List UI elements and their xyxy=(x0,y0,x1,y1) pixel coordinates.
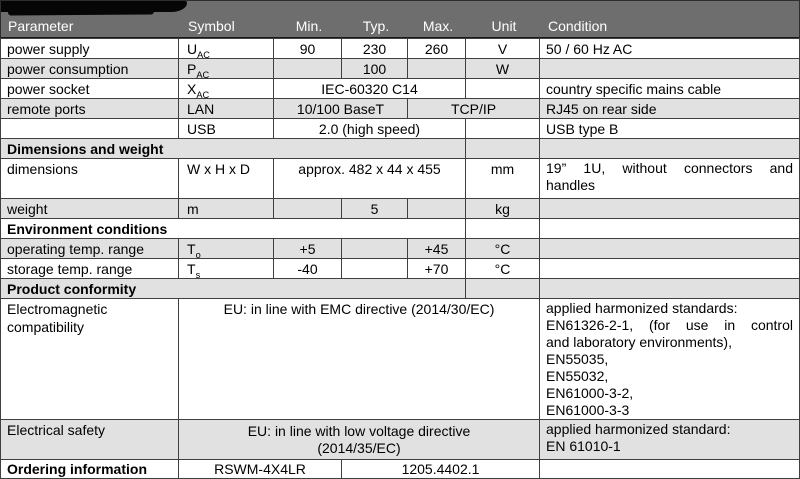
symbol-base: X xyxy=(187,80,197,97)
cell-value-merged: approx. 482 x 44 x 455 xyxy=(274,159,466,199)
cell-unit xyxy=(466,279,540,299)
cell-symbol xyxy=(179,239,274,259)
symbol-base: T xyxy=(187,260,196,277)
value-line: (2014/35/EC) xyxy=(317,439,401,456)
cell-param xyxy=(1,119,179,139)
cell-value-merged: IEC-60320 C14 xyxy=(274,79,466,99)
cell-unit: V xyxy=(466,39,540,59)
cell-typ: 100 xyxy=(342,59,408,79)
cell-unit xyxy=(466,139,540,159)
cell-value-merged xyxy=(179,420,540,460)
symbol-sub: s xyxy=(195,269,201,279)
table-header-band xyxy=(0,0,800,38)
symbol-base: U xyxy=(187,40,198,57)
cell-min: -40 xyxy=(274,259,342,279)
condition-line: EN 61010-1 xyxy=(546,438,621,454)
cell-param: Electromagnetic compatibility xyxy=(1,299,179,420)
cell-typ xyxy=(342,259,408,279)
cell-typ xyxy=(342,239,408,259)
col-header-unit: Unit xyxy=(491,17,517,34)
col-header-min: Min. xyxy=(295,17,323,34)
condition-line: EN61000-3-3 xyxy=(546,402,630,418)
cell-condition: 50 / 60 Hz AC xyxy=(540,39,800,59)
symbol-base: T xyxy=(187,240,196,257)
cell-min: 90 xyxy=(274,39,342,59)
cell-unit xyxy=(466,79,540,99)
cell-param: operating temp. range xyxy=(1,239,179,259)
section-title: Product conformity xyxy=(1,279,466,299)
condition-line: and laboratory environments), xyxy=(546,334,732,350)
spec-table xyxy=(0,38,800,479)
cell-order-code: RSWM-4X4LR xyxy=(179,460,342,479)
cell-typ: 5 xyxy=(342,199,408,219)
cell-condition: RJ45 on rear side xyxy=(540,99,800,119)
row-power-socket xyxy=(1,79,800,99)
cell-value-merged: EU: in line with EMC directive (2014/30/EC) xyxy=(179,299,540,420)
row-electrical-safety xyxy=(1,420,800,460)
col-header-typ: Typ. xyxy=(362,17,390,34)
cell-param: storage temp. range xyxy=(1,259,179,279)
condition-line: handles xyxy=(546,177,596,193)
column-header-row xyxy=(1,16,799,35)
symbol-sub: AC xyxy=(197,49,210,59)
row-ordering-information xyxy=(1,460,800,479)
cell-condition xyxy=(540,59,800,79)
cell-condition xyxy=(540,219,800,239)
cell-value-merged: 2.0 (high speed) xyxy=(274,119,466,139)
symbol-sub: AC xyxy=(196,89,210,99)
condition-line: EN55032, xyxy=(546,368,609,384)
cell-param: Electrical safety xyxy=(1,420,179,460)
cell-symbol: W x H x D xyxy=(179,159,274,199)
condition-line: applied harmonized standard: xyxy=(546,421,731,437)
cell-symbol xyxy=(179,59,274,79)
row-power-supply xyxy=(1,39,800,59)
cell-param: power consumption xyxy=(1,59,179,79)
redacted-title-blob xyxy=(1,1,187,12)
cell-symbol xyxy=(179,259,274,279)
cell-symbol: m xyxy=(179,199,274,219)
cell-symbol: LAN xyxy=(179,99,274,119)
cell-max: 260 xyxy=(408,39,466,59)
cell-value-min-typ: 10/100 BaseT xyxy=(274,99,408,119)
cell-typ: 230 xyxy=(342,39,408,59)
cell-min xyxy=(274,59,342,79)
cell-condition xyxy=(540,279,800,299)
cell-symbol xyxy=(179,39,274,59)
condition-line: EN61000-3-2, xyxy=(546,385,634,401)
cell-condition xyxy=(540,159,800,199)
cell-symbol: USB xyxy=(179,119,274,139)
cell-param: weight xyxy=(1,199,179,219)
cell-param: power supply xyxy=(1,39,179,59)
row-storage-temp-range xyxy=(1,259,800,279)
cell-symbol xyxy=(179,79,274,99)
cell-unit xyxy=(466,119,540,139)
cell-param: power socket xyxy=(1,79,179,99)
section-title: Dimensions and weight xyxy=(1,139,466,159)
cell-max: +45 xyxy=(408,239,466,259)
cell-unit: °C xyxy=(466,239,540,259)
row-power-consumption xyxy=(1,59,800,79)
row-operating-temp-range xyxy=(1,239,800,259)
cell-max xyxy=(408,59,466,79)
cell-order-number: 1205.4402.1 xyxy=(342,460,540,479)
symbol-base: P xyxy=(187,60,197,77)
cell-unit: mm xyxy=(466,159,540,199)
col-header-symbol: Symbol xyxy=(188,17,235,34)
cell-min xyxy=(274,199,342,219)
condition-line: applied harmonized standards: xyxy=(546,300,738,316)
cell-max xyxy=(408,199,466,219)
cell-unit: W xyxy=(466,59,540,79)
section-row-product-conformity xyxy=(1,279,800,299)
cell-condition: country specific mains cable xyxy=(540,79,800,99)
cell-param: Ordering information xyxy=(1,460,179,479)
cell-value-max-unit: TCP/IP xyxy=(408,99,540,119)
row-electromagnetic-compatibility xyxy=(1,299,800,420)
row-weight xyxy=(1,199,800,219)
cell-param: dimensions xyxy=(1,159,179,199)
cell-condition xyxy=(540,460,800,479)
cell-condition xyxy=(540,259,800,279)
cell-unit xyxy=(466,219,540,239)
condition-line: EN61326-2-1, (for use in control xyxy=(546,317,793,333)
condition-line: EN55035, xyxy=(546,351,609,367)
cell-condition xyxy=(540,299,800,420)
section-row-dimensions-and-weight xyxy=(1,139,800,159)
cell-condition xyxy=(540,239,800,259)
symbol-sub: AC xyxy=(196,69,210,79)
col-header-parameter: Parameter xyxy=(8,17,74,34)
value-line: EU: in line with low voltage directive xyxy=(247,422,471,439)
cell-condition: USB type B xyxy=(540,119,800,139)
cell-max: +70 xyxy=(408,259,466,279)
cell-condition xyxy=(540,139,800,159)
condition-line: 19” 1U, without connectors and xyxy=(546,160,793,176)
row-dimensions xyxy=(1,159,800,199)
section-title: Environment conditions xyxy=(1,219,466,239)
row-remote-ports-usb xyxy=(1,119,800,139)
col-header-condition: Condition xyxy=(548,17,608,34)
cell-condition xyxy=(540,420,800,460)
cell-param: remote ports xyxy=(1,99,179,119)
cell-min: +5 xyxy=(274,239,342,259)
section-row-environment-conditions xyxy=(1,219,800,239)
symbol-sub: o xyxy=(195,249,201,259)
col-header-max: Max. xyxy=(422,17,454,34)
cell-unit: °C xyxy=(466,259,540,279)
cell-condition xyxy=(540,199,800,219)
row-remote-ports-lan xyxy=(1,99,800,119)
cell-unit: kg xyxy=(466,199,540,219)
